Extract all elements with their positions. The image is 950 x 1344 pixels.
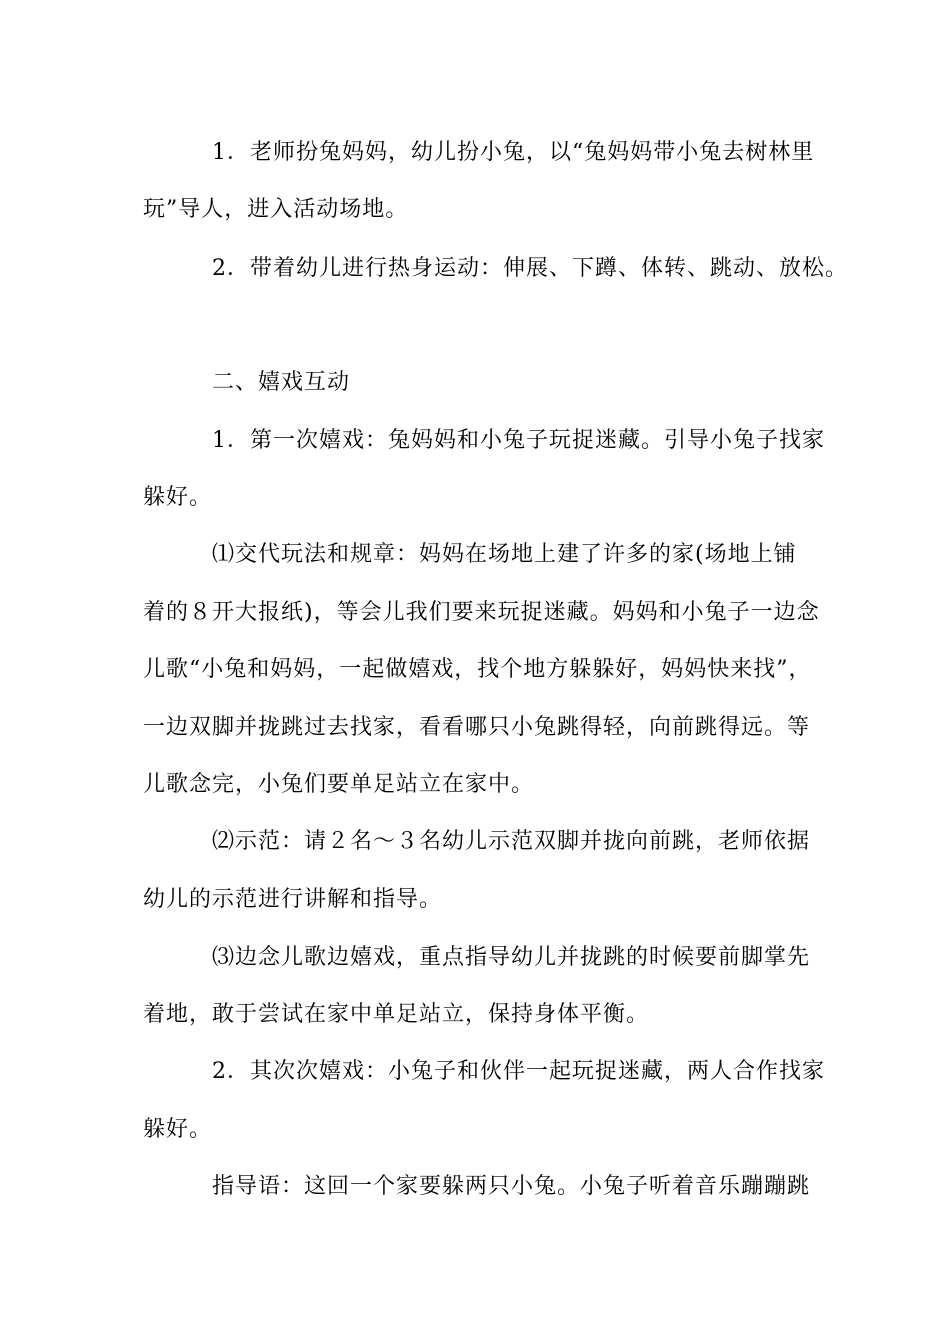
text-line: 幼儿的示范进行讲解和指导。 [143,887,443,912]
text-line: 着的８开大报纸)，等会儿我们要来玩捉迷藏。妈妈和小兔子一边念 [143,600,820,625]
text-line: 玩”导人，进入活动场地。 [143,197,409,222]
text-line: 儿歌念完，小兔们要单足站立在家中。 [143,772,535,797]
text-line: 2．其次次嬉戏：小兔子和伙伴一起玩捉迷藏，两人合作找家 [212,1059,825,1084]
text-line: 着地，敢于尝试在家中单足站立，保持身体平衡。 [143,1002,650,1027]
section-heading: 二、嬉戏互动 [212,370,351,395]
text-line: 指导语：这回一个家要躲两只小兔。小兔子听着音乐蹦蹦跳 [212,1174,811,1199]
text-line: 躲好。 [143,1117,213,1142]
text-line: ⑶边念儿歌边嬉戏，重点指导幼儿并拢跳的时候要前脚掌先 [212,945,811,970]
text-line: ⑵示范：请２名～３名幼儿示范双脚并拢向前跳，老师依据 [212,829,811,854]
text-line: 1．老师扮兔妈妈，幼儿扮小兔，以“兔妈妈带小兔去树林里 [212,140,815,165]
text-line: 儿歌“小兔和妈妈，一起做嬉戏，找个地方躲躲好，妈妈快来找”， [143,657,812,682]
text-line: 2．带着幼儿进行热身运动：伸展、下蹲、体转、跳动、放松。 [212,256,848,281]
text-line: ⑴交代玩法和规章：妈妈在场地上建了许多的家(场地上铺 [212,542,797,567]
text-line: 1．第一次嬉戏：兔妈妈和小兔子玩捉迷藏。引导小兔子找家 [212,428,825,453]
text-line: 躲好。 [143,485,213,510]
text-line: 一边双脚并拢跳过去找家，看看哪只小兔跳得轻，向前跳得远。等 [143,715,811,740]
